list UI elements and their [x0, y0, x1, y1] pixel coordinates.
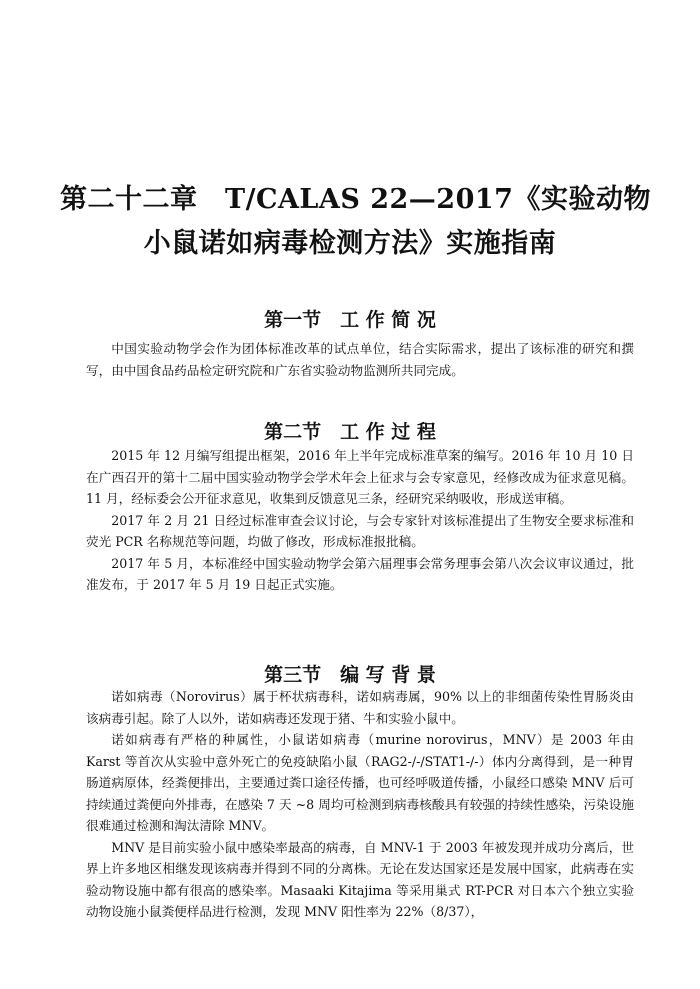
chapter-title-line-2: 小鼠诺如病毒检测方法》实施指南 — [143, 228, 557, 260]
paragraph: 中国实验动物学会作为团体标准改革的试点单位，结合实际需求，提出了该标准的研究和撰写，由中国食品药品检定研究院和广东省实验动物监测所共同完成。 — [86, 341, 634, 378]
paragraph: 诺如病毒有严格的种属性，小鼠诺如病毒（murine norovirus，MNV）是 2003 年由 Karst 等首次从实验中意外死亡的免疫缺陷小鼠（RAG2-/-/STAT1-/-）体内分离得到，是一种胃肠道病原体，经粪便排出，主要通过粪口途径传播，也可经呼吸道传播，小鼠经口感染 MNV 后可持续通过粪便向外排毒，在感染 7 天 ~8 周均可检测到病毒核酸具有较强的持续性感染，污染设施很难通过检测和淘汰清除 MNV。 — [86, 732, 634, 833]
paragraph: 2015 年 12 月编写组提出框架，2016 年上半年完成标准草案的编写。2016 年 10 月 10 日在广西召开的第十二届中国实验动物学会学术年会上征求与会专家意见，经修改成为征求意见稿。11 月，经标委会公开征求意见，收集到反馈意见三条，经研究采纳吸收，形成送审稿。 — [86, 448, 634, 506]
section-body-work-overview — [86, 338, 634, 381]
paragraph: MNV 是目前实验小鼠中感染率最高的病毒，自 MNV-1 于 2003 年被发现并成功分离后，世界上许多地区相继发现该病毒并得到不同的分离株。无论在发达国家还是发展中国家，此病毒在实验动物设施中都有很高的感染率。Masaaki Kitajima 等采用巢式 RT-PCR 对日本六个独立实验动物设施小鼠粪便样品进行检测，发现 MNV 阳性率为 22%（8/37）， — [86, 839, 634, 919]
chapter-title — [60, 178, 651, 266]
section-body-background — [86, 686, 634, 923]
paragraph: 2017 年 5 月，本标准经中国实验动物学会第六届理事会常务理事会第八次会议审议通过，批准发布，于 2017 年 5 月 19 日起正式实施。 — [86, 555, 634, 592]
paragraph: 2017 年 2 月 21 日经过标准审查会议讨论，与会专家针对该标准提出了生物安全要求标准和荧光 PCR 名称规范等问题，均做了修改，形成标准报批稿。 — [86, 512, 634, 549]
section-heading-work-process: 第二节 工 作 过 程 — [264, 420, 436, 443]
chapter-title-line-1: 第二十二章 T/CALAS 22—2017《实验动物 — [60, 184, 651, 216]
paragraph: 诺如病毒（Norovirus）属于杯状病毒科，诺如病毒属，90% 以上的非细菌传染性胃肠炎由该病毒引起。除了人以外，诺如病毒还发现于猪、牛和实验小鼠中。 — [86, 689, 634, 726]
section-body-work-process — [86, 445, 634, 596]
section-heading-work-overview: 第一节 工 作 简 况 — [264, 308, 436, 331]
section-heading-background: 第三节 编 写 背 景 — [264, 663, 436, 686]
